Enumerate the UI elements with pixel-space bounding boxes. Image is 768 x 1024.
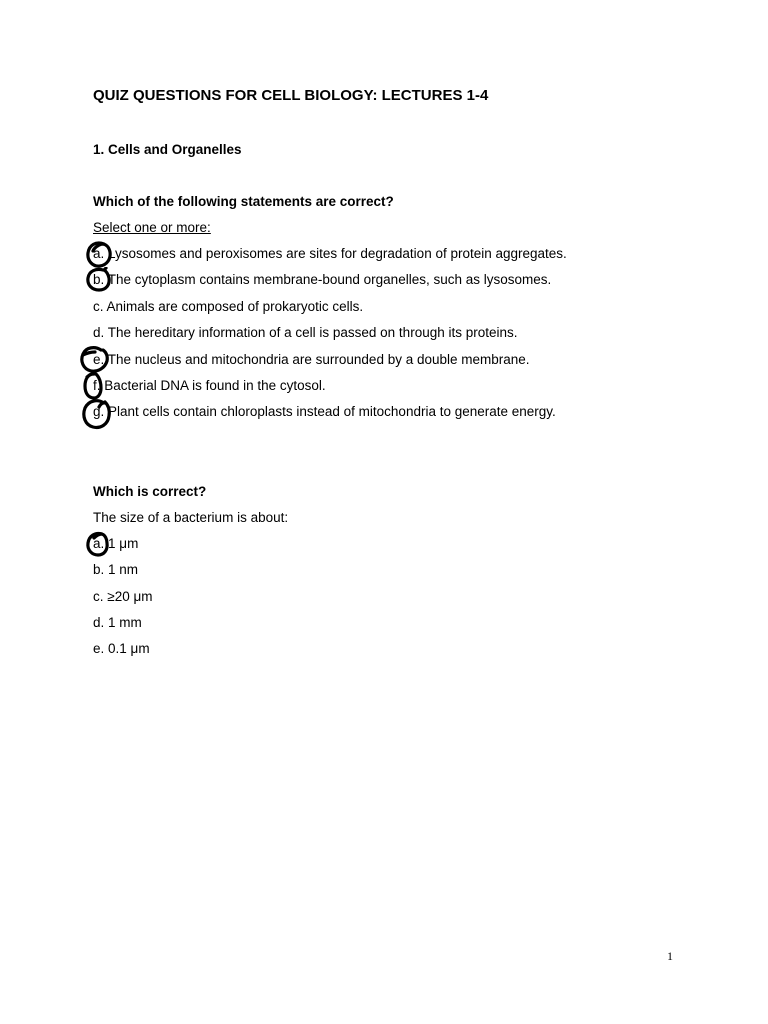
question-2-instruction: The size of a bacterium is about: bbox=[93, 510, 289, 525]
question-2-option-b bbox=[93, 562, 138, 578]
option-text: 1 μm bbox=[108, 536, 139, 551]
section-title: 1. Cells and Organelles bbox=[93, 142, 242, 157]
option-label: d. bbox=[93, 615, 105, 630]
option-label: a. bbox=[93, 536, 105, 551]
question-1-prompt: Which of the following statements are correct? bbox=[93, 194, 394, 209]
option-text: The nucleus and mitochondria are surrounded by a double membrane. bbox=[107, 352, 530, 367]
option-text: Lysosomes and peroxisomes are sites for degradation of protein aggregates. bbox=[108, 246, 567, 261]
option-text: The hereditary information of a cell is passed on through its proteins. bbox=[107, 325, 518, 340]
question-1-option-b bbox=[93, 272, 551, 288]
question-1-instruction: Select one or more: bbox=[93, 220, 211, 235]
option-label: b. bbox=[93, 562, 105, 577]
option-text: ≥20 μm bbox=[107, 589, 153, 604]
question-2-option-e bbox=[93, 641, 150, 657]
question-1-option-e bbox=[93, 352, 530, 368]
option-label: a. bbox=[93, 246, 105, 261]
option-label: e. bbox=[93, 641, 105, 656]
question-1-option-d bbox=[93, 325, 518, 341]
question-1-option-f bbox=[93, 378, 326, 394]
question-2-prompt: Which is correct? bbox=[93, 484, 207, 499]
option-label: g. bbox=[93, 404, 105, 419]
question-1-option-a bbox=[93, 246, 567, 262]
option-text: 0.1 μm bbox=[108, 641, 150, 656]
question-2-option-a bbox=[93, 536, 138, 552]
option-text: Plant cells contain chloroplasts instead of mitochondria to generate energy. bbox=[108, 404, 556, 419]
option-text: 1 mm bbox=[108, 615, 142, 630]
option-text: Bacterial DNA is found in the cytosol. bbox=[104, 378, 326, 393]
option-text: 1 nm bbox=[108, 562, 139, 577]
document-title: QUIZ QUESTIONS FOR CELL BIOLOGY: LECTURES 1-4 bbox=[93, 87, 489, 104]
question-1-option-g bbox=[93, 404, 556, 420]
option-text: The cytoplasm contains membrane-bound organelles, such as lysosomes. bbox=[107, 272, 552, 287]
question-1-option-c bbox=[93, 299, 363, 315]
option-label: c. bbox=[93, 299, 104, 314]
page-number: 1 bbox=[667, 949, 673, 963]
option-label: d. bbox=[93, 325, 105, 340]
question-2-option-d bbox=[93, 615, 142, 631]
option-label: c. bbox=[93, 589, 104, 604]
option-label: f. bbox=[93, 378, 101, 393]
option-label: e. bbox=[93, 352, 105, 367]
option-text: Animals are composed of prokaryotic cells. bbox=[106, 299, 364, 314]
option-label: b. bbox=[93, 272, 105, 287]
question-2-option-c bbox=[93, 589, 152, 605]
